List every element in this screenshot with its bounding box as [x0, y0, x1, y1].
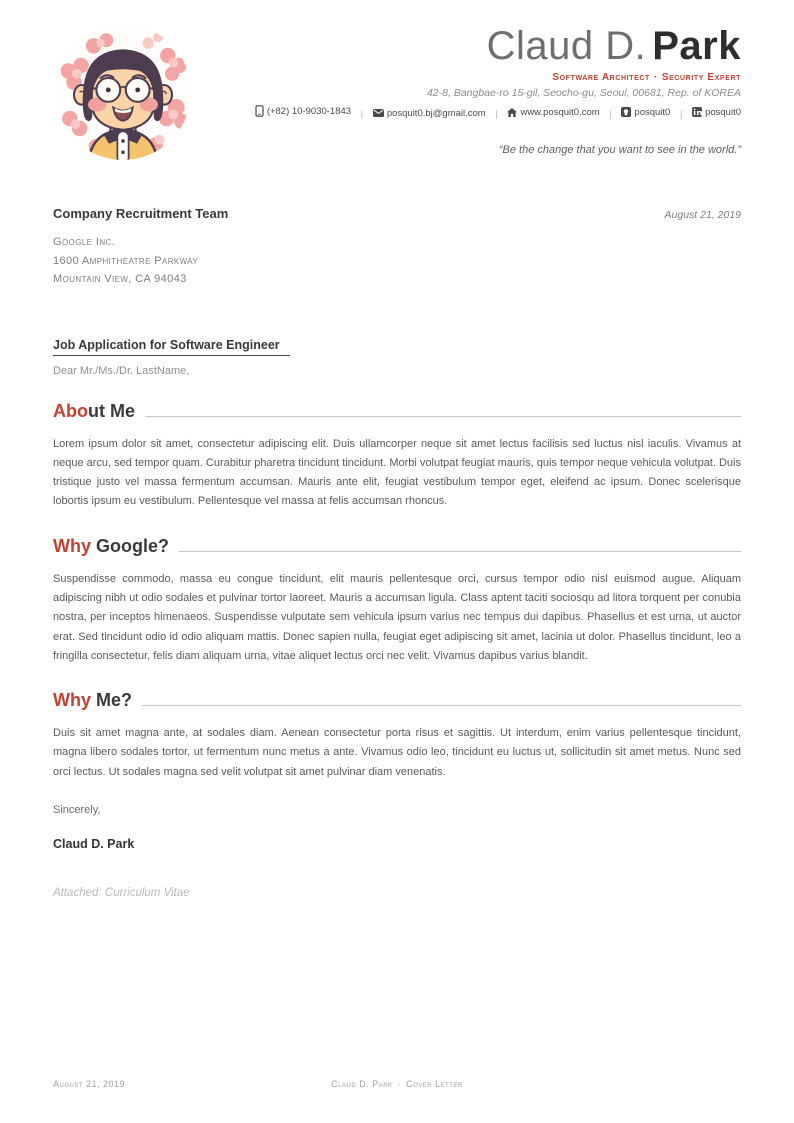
section-why-me: [53, 689, 741, 782]
name-last: Park: [652, 24, 741, 68]
section-title-highlight: Why: [53, 535, 91, 556]
header-identity: [193, 20, 741, 162]
recipient-title: Company Recruitment Team: [53, 206, 229, 221]
recipient-address-line: Google Inc.: [53, 236, 116, 248]
address-line: 42-8, Bangbae-ro 15-gil, Seocho-gu, Seoul, 00681, Rep. of KOREA: [426, 87, 741, 99]
contact-phone-value: (+82) 10-9030-1843: [266, 105, 352, 117]
footer-separator: ·: [397, 1079, 402, 1089]
mobile-phone-icon: [255, 105, 264, 117]
footer-date: August 21, 2019: [53, 1079, 126, 1089]
position-subtitle: [193, 72, 741, 83]
linkedin-square-icon: [692, 107, 702, 117]
section-paragraph: Duis sit amet magna ante, at sodales diam. Aenean consectetur porta risus et sagittis. Ut interdum, enim varius pellentesque tincidunt, magna libero sodales tortor, ut fermentum nunc metus a ante. Vivamus odio leo, tincidunt eu luctus ut, sollicitudin sit amet metus. Nunc sed orci lectus. Ut sodales magna sed velit volutpat sit amet pulvinar diam venenatis.: [53, 727, 741, 778]
section-about-me: [53, 400, 741, 512]
footer-name: Claud D. Park: [331, 1079, 393, 1089]
contact-website-value: www.posquit0.com: [520, 107, 600, 118]
letter-subject: Job Application for Software Engineer: [53, 338, 290, 356]
home-icon: [507, 108, 517, 117]
contact-separator: |: [360, 109, 364, 120]
contact-phone: [255, 105, 351, 117]
section-rule: [142, 705, 741, 706]
avatar-illustration: [53, 22, 193, 162]
avatar: [53, 22, 193, 162]
signature: Claud D. Park: [53, 837, 135, 852]
position-separator: ·: [653, 72, 658, 83]
closing: Sincerely,: [53, 804, 101, 817]
footer-center: [244, 1079, 550, 1089]
contact-github[interactable]: [621, 107, 670, 118]
contact-separator: |: [679, 109, 683, 120]
contact-bar: [193, 105, 741, 120]
page-footer: [53, 1079, 741, 1089]
contact-separator: |: [495, 109, 498, 120]
section-title-highlight: Why: [53, 690, 91, 711]
letter-date: August 21, 2019: [664, 209, 741, 221]
contact-linkedin[interactable]: [692, 107, 741, 118]
page-title: [193, 24, 741, 68]
recipient-address-line: 1600 Amphitheatre Parkway: [53, 254, 199, 267]
contact-github-value: posquit0: [634, 106, 671, 118]
attachment-note: Attached: Curriculum Vitae: [53, 887, 190, 900]
section-rule: [179, 551, 741, 552]
envelope-icon: [373, 109, 384, 117]
section-title-rest: ut Me: [88, 400, 135, 421]
header: [0, 0, 794, 162]
contact-linkedin-value: posquit0: [705, 106, 741, 118]
section-paragraph: Lorem ipsum dolor sit amet, consectetur adipiscing elit. Duis ullamcorper neque sit amet lectus facilisis sed luctus nisl iaculis. Vivamus at neque arcu, sed tempor quam. Curabitur pharetra tincidunt tincidunt. Morbi volutpat feugiat mauris, quis tempor neque vehicula volutpat. Duis tristique justo vel massa fermentum accumsan. Mauris ante elit, feugiat vestibulum tempor eget, eleifend ac ipsum. Donec scelerisque lobortis ipsum eu vestibulum. Pellentesque vel massa at felis accumsan rhoncus.: [53, 437, 741, 508]
recipient-address: [53, 233, 741, 289]
section-paragraph: Suspendisse commodo, massa eu congue tincidunt, elit mauris pellentesque orci, cursus tempor odio nisl euismod augue. Aliquam adipiscing nibh ut odio sodales et pulvinar tortor laoreet. Mauris a accumsan ligula. Class aptent taciti sociosqu ad litora torquent per conubia nostra, per inceptos himenaeos. Suspendisse vulputate sem vehicula ipsum varius nec tempus dui dapibus. Phasellus et est urna, ut auctor erat. Sed tincidunt odio id odio aliquam mattis. Donec sapien nulla, feugiat eget adipiscing sit amet, lacinia ut dolor. Phasellus tincidunt, leo a fringilla consectetur, felis diam aliquam urna, vitae aliquet lectus orci nec velit. Vivamus dapibus varius blandit.: [53, 572, 741, 662]
salutation: Dear Mr./Ms./Dr. LastName,: [53, 364, 190, 377]
section-title: [53, 535, 741, 557]
contact-email[interactable]: [373, 108, 486, 119]
recipient-row: [53, 206, 741, 221]
footer-doc-type: Cover Letter: [406, 1079, 463, 1089]
contact-email-value: posquit0.bj@gmail.com: [386, 107, 486, 119]
section-title: [53, 400, 741, 422]
section-title-rest: Google?: [91, 535, 169, 556]
letter-body: [0, 206, 794, 899]
section-why-google: [53, 535, 741, 666]
personal-quote: “Be the change that you want to see in the world.”: [498, 144, 741, 156]
position-secondary: Security Expert: [661, 72, 741, 83]
recipient-address-line: Mountain View, CA 94043: [53, 273, 187, 285]
position-primary: Software Architect: [552, 72, 650, 83]
name-first: Claud D.: [486, 24, 647, 68]
section-title-rest: Me?: [91, 690, 133, 711]
github-square-icon: [621, 107, 631, 117]
section-title: [53, 689, 741, 711]
contact-separator: |: [609, 109, 612, 120]
section-rule: [145, 416, 741, 417]
contact-website[interactable]: [507, 107, 599, 118]
section-title-highlight: Abo: [53, 400, 88, 421]
